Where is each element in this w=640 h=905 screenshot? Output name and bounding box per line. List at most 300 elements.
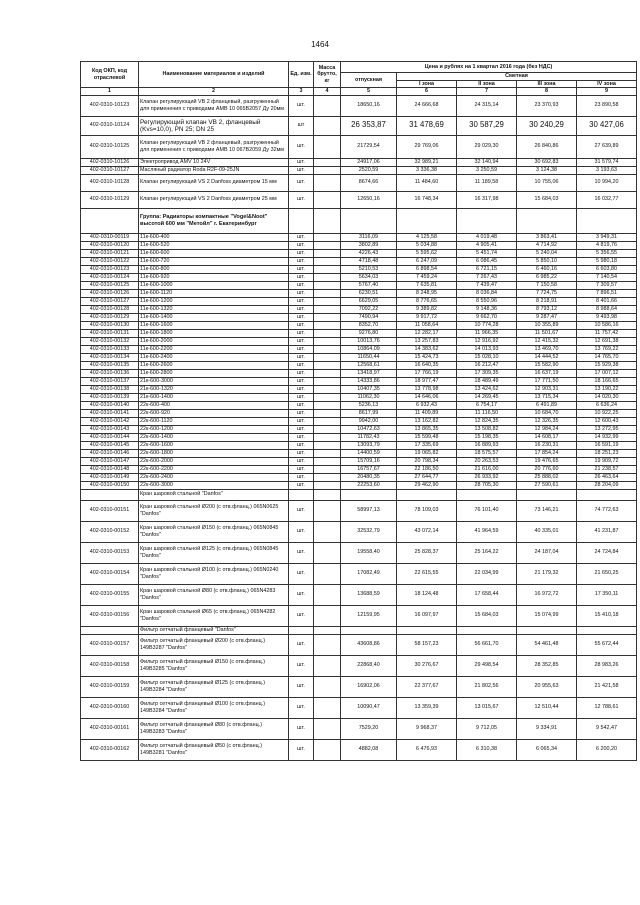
row-zone-3-price: 6 065,34 bbox=[517, 739, 577, 760]
row-unit: шт. bbox=[289, 697, 314, 718]
row-unit bbox=[289, 208, 314, 233]
row-zone-3-price: 24 187,04 bbox=[517, 542, 577, 563]
table-row bbox=[81, 697, 637, 718]
table-row bbox=[81, 542, 637, 563]
table-row bbox=[81, 739, 637, 760]
row-code: 402-0310-00160 bbox=[81, 697, 139, 718]
row-zone-3-price: 8 793,12 bbox=[517, 305, 577, 313]
row-zone-3-price: 6 985,22 bbox=[517, 273, 577, 281]
row-code: 402-0310-00124 bbox=[81, 273, 139, 281]
row-zone-3-price: 26 840,86 bbox=[517, 135, 577, 158]
row-zone-4-price: 28 983,26 bbox=[577, 655, 637, 676]
row-zone-4-price: 3 193,63 bbox=[577, 166, 637, 174]
row-code: 402-0310-00142 bbox=[81, 417, 139, 425]
row-mass bbox=[314, 191, 341, 208]
row-zone-3-price: 6 460,16 bbox=[517, 265, 577, 273]
row-zone-2-price: 4 905,41 bbox=[457, 241, 517, 249]
row-zone-2-price: 7 267,43 bbox=[457, 273, 517, 281]
row-zone-2-price: 9 662,70 bbox=[457, 313, 517, 321]
row-zone-3-price: 12 903,31 bbox=[517, 385, 577, 393]
row-code: 402-0310-10126 bbox=[81, 158, 139, 166]
row-zone-1-price: 22 615,55 bbox=[397, 563, 457, 584]
row-zone-4-price: 16 032,77 bbox=[577, 191, 637, 208]
row-zone-2-price: 13 508,82 bbox=[457, 425, 517, 433]
row-code: 402-0310-00159 bbox=[81, 676, 139, 697]
row-zone-4-price: 5 356,55 bbox=[577, 249, 637, 257]
row-name: Масляный радиатор Roda R2F-09-25JN bbox=[139, 166, 289, 174]
row-release-price: 13093,79 bbox=[341, 441, 397, 449]
row-unit: шт. bbox=[289, 158, 314, 166]
row-zone-2-price: 11 966,35 bbox=[457, 329, 517, 337]
row-zone-2-price: 17 309,35 bbox=[457, 369, 517, 377]
row-zone-4-price: 6 636,24 bbox=[577, 401, 637, 409]
table-row bbox=[81, 329, 637, 337]
row-zone-2-price: 29 029,30 bbox=[457, 135, 517, 158]
row-zone-1-price: 29 769,06 bbox=[397, 135, 457, 158]
row-release-price: 9276,80 bbox=[341, 329, 397, 337]
row-mass bbox=[314, 500, 341, 521]
row-name: 11к-600-1800 bbox=[139, 329, 289, 337]
table-row bbox=[81, 500, 637, 521]
row-zone-3-price bbox=[517, 208, 577, 233]
row-release-price: 12159,95 bbox=[341, 605, 397, 626]
row-mass bbox=[314, 329, 341, 337]
row-zone-3-price: 40 335,01 bbox=[517, 521, 577, 542]
row-name: 11к-600-920 bbox=[139, 273, 289, 281]
row-mass bbox=[314, 353, 341, 361]
row-code: 402-0310-00123 bbox=[81, 265, 139, 273]
row-mass bbox=[314, 135, 341, 158]
row-code: 402-0310-00130 bbox=[81, 321, 139, 329]
row-zone-4-price: 18 251,23 bbox=[577, 449, 637, 457]
row-zone-1-price: 3 336,38 bbox=[397, 166, 457, 174]
table-row bbox=[81, 401, 637, 409]
row-name: 11к-600-2000 bbox=[139, 337, 289, 345]
row-unit: шт. bbox=[289, 393, 314, 401]
row-code: 402-0310-00119 bbox=[81, 233, 139, 241]
row-release-price: 19558,40 bbox=[341, 542, 397, 563]
row-zone-3-price: 73 146,21 bbox=[517, 500, 577, 521]
row-zone-2-price: 13 424,62 bbox=[457, 385, 517, 393]
table-row bbox=[81, 473, 637, 481]
row-zone-3-price: 14 444,52 bbox=[517, 353, 577, 361]
table-row bbox=[81, 441, 637, 449]
row-zone-2-price: 8 036,84 bbox=[457, 289, 517, 297]
row-release-price: 58997,13 bbox=[341, 500, 397, 521]
row-zone-2-price: 8 550,96 bbox=[457, 297, 517, 305]
row-zone-3-price: 20 776,60 bbox=[517, 465, 577, 473]
table-row bbox=[81, 433, 637, 441]
row-mass bbox=[314, 249, 341, 257]
table-row bbox=[81, 353, 637, 361]
row-name: 22к-600-2400 bbox=[139, 473, 289, 481]
row-release-price bbox=[341, 208, 397, 233]
header-estimate: Сметная bbox=[397, 73, 637, 81]
row-mass bbox=[314, 605, 341, 626]
row-zone-3-price: 5 240,04 bbox=[517, 249, 577, 257]
row-mass bbox=[314, 385, 341, 393]
row-unit: шт. bbox=[289, 329, 314, 337]
row-unit: шт. bbox=[289, 655, 314, 676]
row-zone-1-price bbox=[397, 489, 457, 500]
table-row bbox=[81, 655, 637, 676]
row-code: 402-0310-10129 bbox=[81, 191, 139, 208]
row-release-price: 13418,97 bbox=[341, 369, 397, 377]
row-zone-4-price: 8 988,64 bbox=[577, 305, 637, 313]
row-unit: шт. bbox=[289, 401, 314, 409]
row-zone-3-price: 17 854,24 bbox=[517, 449, 577, 457]
row-zone-4-price: 14 932,99 bbox=[577, 433, 637, 441]
row-zone-3-price: 19 476,65 bbox=[517, 457, 577, 465]
row-name: 11к-600-520 bbox=[139, 241, 289, 249]
row-unit: шт. bbox=[289, 634, 314, 655]
row-zone-4-price: 7 140,54 bbox=[577, 273, 637, 281]
row-zone-1-price: 12 282,17 bbox=[397, 329, 457, 337]
row-zone-3-price: 8 218,91 bbox=[517, 297, 577, 305]
row-release-price: 7490,94 bbox=[341, 313, 397, 321]
row-mass bbox=[314, 297, 341, 305]
row-mass bbox=[314, 433, 341, 441]
table-row bbox=[81, 489, 637, 500]
row-name: 11к-600-2600 bbox=[139, 361, 289, 369]
row-zone-2-price: 6 754,17 bbox=[457, 401, 517, 409]
row-zone-4-price: 24 724,84 bbox=[577, 542, 637, 563]
row-mass bbox=[314, 441, 341, 449]
row-zone-4-price: 27 639,89 bbox=[577, 135, 637, 158]
row-zone-1-price: 16 748,34 bbox=[397, 191, 457, 208]
row-unit: шт. bbox=[289, 345, 314, 353]
row-unit: шт. bbox=[289, 321, 314, 329]
table-row bbox=[81, 377, 637, 385]
row-mass bbox=[314, 655, 341, 676]
row-mass bbox=[314, 634, 341, 655]
row-unit: шт. bbox=[289, 369, 314, 377]
row-release-price: 43608,86 bbox=[341, 634, 397, 655]
row-code: 402-0310-00121 bbox=[81, 249, 139, 257]
row-release-price: 26 353,87 bbox=[341, 116, 397, 135]
row-name: 22к-600-2000 bbox=[139, 457, 289, 465]
row-unit: шт. bbox=[289, 441, 314, 449]
row-name: 22к-600-1600 bbox=[139, 441, 289, 449]
row-name: Клапан регулирующий VS 2 Danfoss диаметром 25 мм bbox=[139, 191, 289, 208]
row-unit: шт bbox=[289, 116, 314, 135]
table-row bbox=[81, 465, 637, 473]
row-zone-1-price: 7 635,81 bbox=[397, 281, 457, 289]
row-zone-2-price: 6 310,38 bbox=[457, 739, 517, 760]
row-name: Фильтр сетчатый фланцевый "Danfos" bbox=[139, 626, 289, 634]
row-zone-4-price: 5 980,18 bbox=[577, 257, 637, 265]
row-unit: шт. bbox=[289, 135, 314, 158]
row-zone-4-price: 9 542,47 bbox=[577, 718, 637, 739]
row-unit: шт. bbox=[289, 676, 314, 697]
row-mass bbox=[314, 409, 341, 417]
row-zone-1-price: 6 247,09 bbox=[397, 257, 457, 265]
row-zone-1-price: 13 359,39 bbox=[397, 697, 457, 718]
row-mass bbox=[314, 473, 341, 481]
row-code: 402-0310-00148 bbox=[81, 465, 139, 473]
price-table bbox=[80, 61, 637, 761]
row-unit: шт. bbox=[289, 584, 314, 605]
row-name: 11к-600-1000 bbox=[139, 281, 289, 289]
row-zone-2-price: 10 774,28 bbox=[457, 321, 517, 329]
row-name: 11к-600-1320 bbox=[139, 305, 289, 313]
row-zone-2-price: 16 317,98 bbox=[457, 191, 517, 208]
header-name: Наименование материалов и изделий bbox=[139, 62, 289, 88]
row-zone-4-price: 30 427,06 bbox=[577, 116, 637, 135]
row-zone-1-price: 30 276,67 bbox=[397, 655, 457, 676]
row-zone-1-price: 27 644,77 bbox=[397, 473, 457, 481]
row-release-price: 13688,59 bbox=[341, 584, 397, 605]
row-zone-2-price: 41 964,59 bbox=[457, 521, 517, 542]
row-release-price bbox=[341, 489, 397, 500]
table-row bbox=[81, 425, 637, 433]
table-row bbox=[81, 249, 637, 257]
row-unit: шт. bbox=[289, 417, 314, 425]
row-zone-2-price: 3 250,59 bbox=[457, 166, 517, 174]
row-zone-3-price: 10 684,70 bbox=[517, 409, 577, 417]
table-row bbox=[81, 626, 637, 634]
row-release-price: 6629,05 bbox=[341, 297, 397, 305]
row-unit: шт. bbox=[289, 605, 314, 626]
row-unit: шт. bbox=[289, 166, 314, 174]
row-zone-2-price: 30 587,29 bbox=[457, 116, 517, 135]
row-zone-3-price: 27 590,61 bbox=[517, 481, 577, 489]
row-zone-4-price: 4 819,76 bbox=[577, 241, 637, 249]
row-zone-1-price: 5 595,62 bbox=[397, 249, 457, 257]
row-zone-3-price: 28 352,85 bbox=[517, 655, 577, 676]
row-release-price: 16902,06 bbox=[341, 676, 397, 697]
row-code: 402-0310-00129 bbox=[81, 313, 139, 321]
row-name: 11к-600-600 bbox=[139, 249, 289, 257]
row-name: Фильтр сетчатый фланцевый Ø80 (с отв.фланц.) 149B3283 "Danfos" bbox=[139, 718, 289, 739]
row-zone-4-price: 13 272,95 bbox=[577, 425, 637, 433]
row-unit: шт. bbox=[289, 297, 314, 305]
row-zone-1-price: 11 409,89 bbox=[397, 409, 457, 417]
row-code: 402-0310-10125 bbox=[81, 135, 139, 158]
row-zone-4-price: 10 994,20 bbox=[577, 174, 637, 191]
row-mass bbox=[314, 321, 341, 329]
row-code: 402-0310-00126 bbox=[81, 289, 139, 297]
row-zone-2-price: 12 916,92 bbox=[457, 337, 517, 345]
row-release-price: 12568,61 bbox=[341, 361, 397, 369]
row-code: 402-0310-00146 bbox=[81, 449, 139, 457]
row-zone-3-price: 54 461,48 bbox=[517, 634, 577, 655]
row-zone-2-price: 32 140,94 bbox=[457, 158, 517, 166]
row-name: Фильтр сетчатый фланцевый Ø200 (с отв.фланц.) 149B3287 "Danfos" bbox=[139, 634, 289, 655]
row-release-price: 12650,16 bbox=[341, 191, 397, 208]
row-zone-2-price: 15 198,35 bbox=[457, 433, 517, 441]
row-mass bbox=[314, 305, 341, 313]
row-zone-2-price: 56 661,70 bbox=[457, 634, 517, 655]
row-mass bbox=[314, 457, 341, 465]
table-row bbox=[81, 409, 637, 417]
row-zone-2-price: 11 189,58 bbox=[457, 174, 517, 191]
row-zone-1-price: 25 828,37 bbox=[397, 542, 457, 563]
row-code: 402-0310-00131 bbox=[81, 329, 139, 337]
row-zone-1-price: 32 989,21 bbox=[397, 158, 457, 166]
table-row bbox=[81, 385, 637, 393]
row-name: Фильтр сетчатый фланцевый Ø150 (с отв.фланц.) 149B3285 "Danfos" bbox=[139, 655, 289, 676]
header-zone-1: I зона bbox=[397, 80, 457, 88]
row-zone-4-price: 11 757,42 bbox=[577, 329, 637, 337]
row-zone-3-price: 21 179,32 bbox=[517, 563, 577, 584]
table-row bbox=[81, 345, 637, 353]
row-mass bbox=[314, 377, 341, 385]
row-unit: шт. bbox=[289, 718, 314, 739]
table-row bbox=[81, 676, 637, 697]
row-code bbox=[81, 208, 139, 233]
row-code: 402-0310-10127 bbox=[81, 166, 139, 174]
row-code: 402-0310-00145 bbox=[81, 441, 139, 449]
row-name: Кран шаровой стальной Ø65 (с отв.фланц.) 065N4282 "Danfos" bbox=[139, 605, 289, 626]
row-mass bbox=[314, 158, 341, 166]
table-row bbox=[81, 174, 637, 191]
header-price-title: Цена и рублях на 1 квартал 2016 года (без НДС) bbox=[341, 62, 637, 73]
row-release-price: 16757,67 bbox=[341, 465, 397, 473]
row-release-price: 9942,00 bbox=[341, 417, 397, 425]
row-zone-2-price: 15 028,10 bbox=[457, 353, 517, 361]
row-zone-1-price: 9 917,72 bbox=[397, 313, 457, 321]
row-zone-1-price: 9 389,82 bbox=[397, 305, 457, 313]
row-name: Клапан регулирующий VS 2 Danfoss диаметром 15 мм bbox=[139, 174, 289, 191]
header-zone-4: IV зона bbox=[577, 80, 637, 88]
row-zone-2-price: 25 164,22 bbox=[457, 542, 517, 563]
row-zone-1-price: 78 109,03 bbox=[397, 500, 457, 521]
row-code: 402-0310-00144 bbox=[81, 433, 139, 441]
row-mass bbox=[314, 289, 341, 297]
row-zone-1-price: 8 776,65 bbox=[397, 297, 457, 305]
row-zone-3-price: 9 334,91 bbox=[517, 718, 577, 739]
row-mass bbox=[314, 174, 341, 191]
row-zone-1-price: 29 462,90 bbox=[397, 481, 457, 489]
row-code: 402-0310-10124 bbox=[81, 116, 139, 135]
row-zone-3-price: 13 469,70 bbox=[517, 345, 577, 353]
row-zone-2-price: 6 086,45 bbox=[457, 257, 517, 265]
row-release-price: 10407,35 bbox=[341, 385, 397, 393]
row-mass bbox=[314, 273, 341, 281]
row-mass bbox=[314, 265, 341, 273]
column-number: 3 bbox=[289, 88, 314, 96]
row-code bbox=[81, 626, 139, 634]
row-zone-3-price: 12 326,35 bbox=[517, 417, 577, 425]
row-code: 402-0310-00158 bbox=[81, 655, 139, 676]
row-zone-3-price: 12 510,44 bbox=[517, 697, 577, 718]
column-number: 1 bbox=[81, 88, 139, 96]
row-code: 402-0310-00150 bbox=[81, 481, 139, 489]
row-name: Кран шаровой стальной Ø100 (с отв.фланц.) 065N0240 "Danfos" bbox=[139, 563, 289, 584]
row-code: 402-0310-00133 bbox=[81, 345, 139, 353]
row-mass bbox=[314, 425, 341, 433]
row-zone-2-price: 26 933,92 bbox=[457, 473, 517, 481]
row-code bbox=[81, 489, 139, 500]
row-zone-1-price bbox=[397, 208, 457, 233]
column-number: 2 bbox=[139, 88, 289, 96]
row-unit: шт. bbox=[289, 481, 314, 489]
row-mass bbox=[314, 166, 341, 174]
row-mass bbox=[314, 313, 341, 321]
row-code: 402-0310-00151 bbox=[81, 500, 139, 521]
row-zone-2-price: 17 658,44 bbox=[457, 584, 517, 605]
row-code: 402-0310-00162 bbox=[81, 739, 139, 760]
row-zone-3-price: 13 715,34 bbox=[517, 393, 577, 401]
row-unit: шт. bbox=[289, 385, 314, 393]
row-release-price: 21729,54 bbox=[341, 135, 397, 158]
row-zone-4-price: 17 350,11 bbox=[577, 584, 637, 605]
row-zone-1-price: 8 248,95 bbox=[397, 289, 457, 297]
row-unit: шт. bbox=[289, 233, 314, 241]
row-zone-1-price: 20 798,34 bbox=[397, 457, 457, 465]
row-unit: шт. bbox=[289, 500, 314, 521]
row-zone-4-price: 12 600,43 bbox=[577, 417, 637, 425]
row-name: Фильтр сетчатый фланцевый Ø50 (с отв.фланц.) 149B3281 "Danfos" bbox=[139, 739, 289, 760]
row-release-price: 17082,49 bbox=[341, 563, 397, 584]
row-release-price: 4718,48 bbox=[341, 257, 397, 265]
row-zone-2-price: 11 116,50 bbox=[457, 409, 517, 417]
row-zone-4-price bbox=[577, 208, 637, 233]
row-code: 402-0310-00147 bbox=[81, 457, 139, 465]
row-release-price bbox=[341, 626, 397, 634]
row-release-price: 8617,99 bbox=[341, 409, 397, 417]
column-number: 5 bbox=[341, 88, 397, 96]
row-code: 402-0310-00135 bbox=[81, 361, 139, 369]
row-name: 11к-600-2200 bbox=[139, 345, 289, 353]
row-zone-3-price: 30 240,29 bbox=[517, 116, 577, 135]
header-unit: Ед. изм. bbox=[289, 62, 314, 88]
table-row bbox=[81, 321, 637, 329]
row-zone-4-price: 15 410,18 bbox=[577, 605, 637, 626]
row-zone-1-price: 11 484,60 bbox=[397, 174, 457, 191]
row-zone-1-price: 6 898,54 bbox=[397, 265, 457, 273]
row-zone-2-price: 20 263,53 bbox=[457, 457, 517, 465]
row-zone-1-price: 14 646,06 bbox=[397, 393, 457, 401]
row-zone-1-price: 6 932,43 bbox=[397, 401, 457, 409]
row-zone-1-price: 16 097,97 bbox=[397, 605, 457, 626]
table-row bbox=[81, 393, 637, 401]
row-release-price: 2520,59 bbox=[341, 166, 397, 174]
row-zone-1-price: 13 778,98 bbox=[397, 385, 457, 393]
row-release-price: 8674,66 bbox=[341, 174, 397, 191]
row-zone-4-price: 7 896,51 bbox=[577, 289, 637, 297]
row-zone-1-price: 13 162,82 bbox=[397, 417, 457, 425]
row-mass bbox=[314, 208, 341, 233]
row-zone-3-price: 16 972,72 bbox=[517, 584, 577, 605]
row-unit bbox=[289, 489, 314, 500]
row-zone-1-price: 43 072,14 bbox=[397, 521, 457, 542]
row-zone-3-price: 17 771,50 bbox=[517, 377, 577, 385]
row-zone-2-price bbox=[457, 489, 517, 500]
row-release-price: 14400,59 bbox=[341, 449, 397, 457]
table-row bbox=[81, 313, 637, 321]
table-row bbox=[81, 449, 637, 457]
row-mass bbox=[314, 697, 341, 718]
row-zone-4-price: 41 231,87 bbox=[577, 521, 637, 542]
row-zone-1-price: 15 424,73 bbox=[397, 353, 457, 361]
row-name: Группа: Радиаторы компактные "Vogel&Noot" высотой 600 мм "Метойл" г. Екатеринбург bbox=[139, 208, 289, 233]
row-code: 402-0310-00154 bbox=[81, 563, 139, 584]
row-zone-1-price: 15 599,48 bbox=[397, 433, 457, 441]
row-name: Кран шаровой стальной Ø80 (с отв.фланц.) 065N4283 "Danfos" bbox=[139, 584, 289, 605]
row-release-price: 6230,51 bbox=[341, 289, 397, 297]
row-mass bbox=[314, 465, 341, 473]
row-zone-4-price: 13 190,22 bbox=[577, 385, 637, 393]
row-name: 11к-600-720 bbox=[139, 257, 289, 265]
row-zone-3-price: 25 888,02 bbox=[517, 473, 577, 481]
row-unit: шт. bbox=[289, 542, 314, 563]
row-release-price: 8352,70 bbox=[341, 321, 397, 329]
table-row bbox=[81, 95, 637, 116]
row-unit: шт. bbox=[289, 174, 314, 191]
row-zone-3-price: 7 724,75 bbox=[517, 289, 577, 297]
